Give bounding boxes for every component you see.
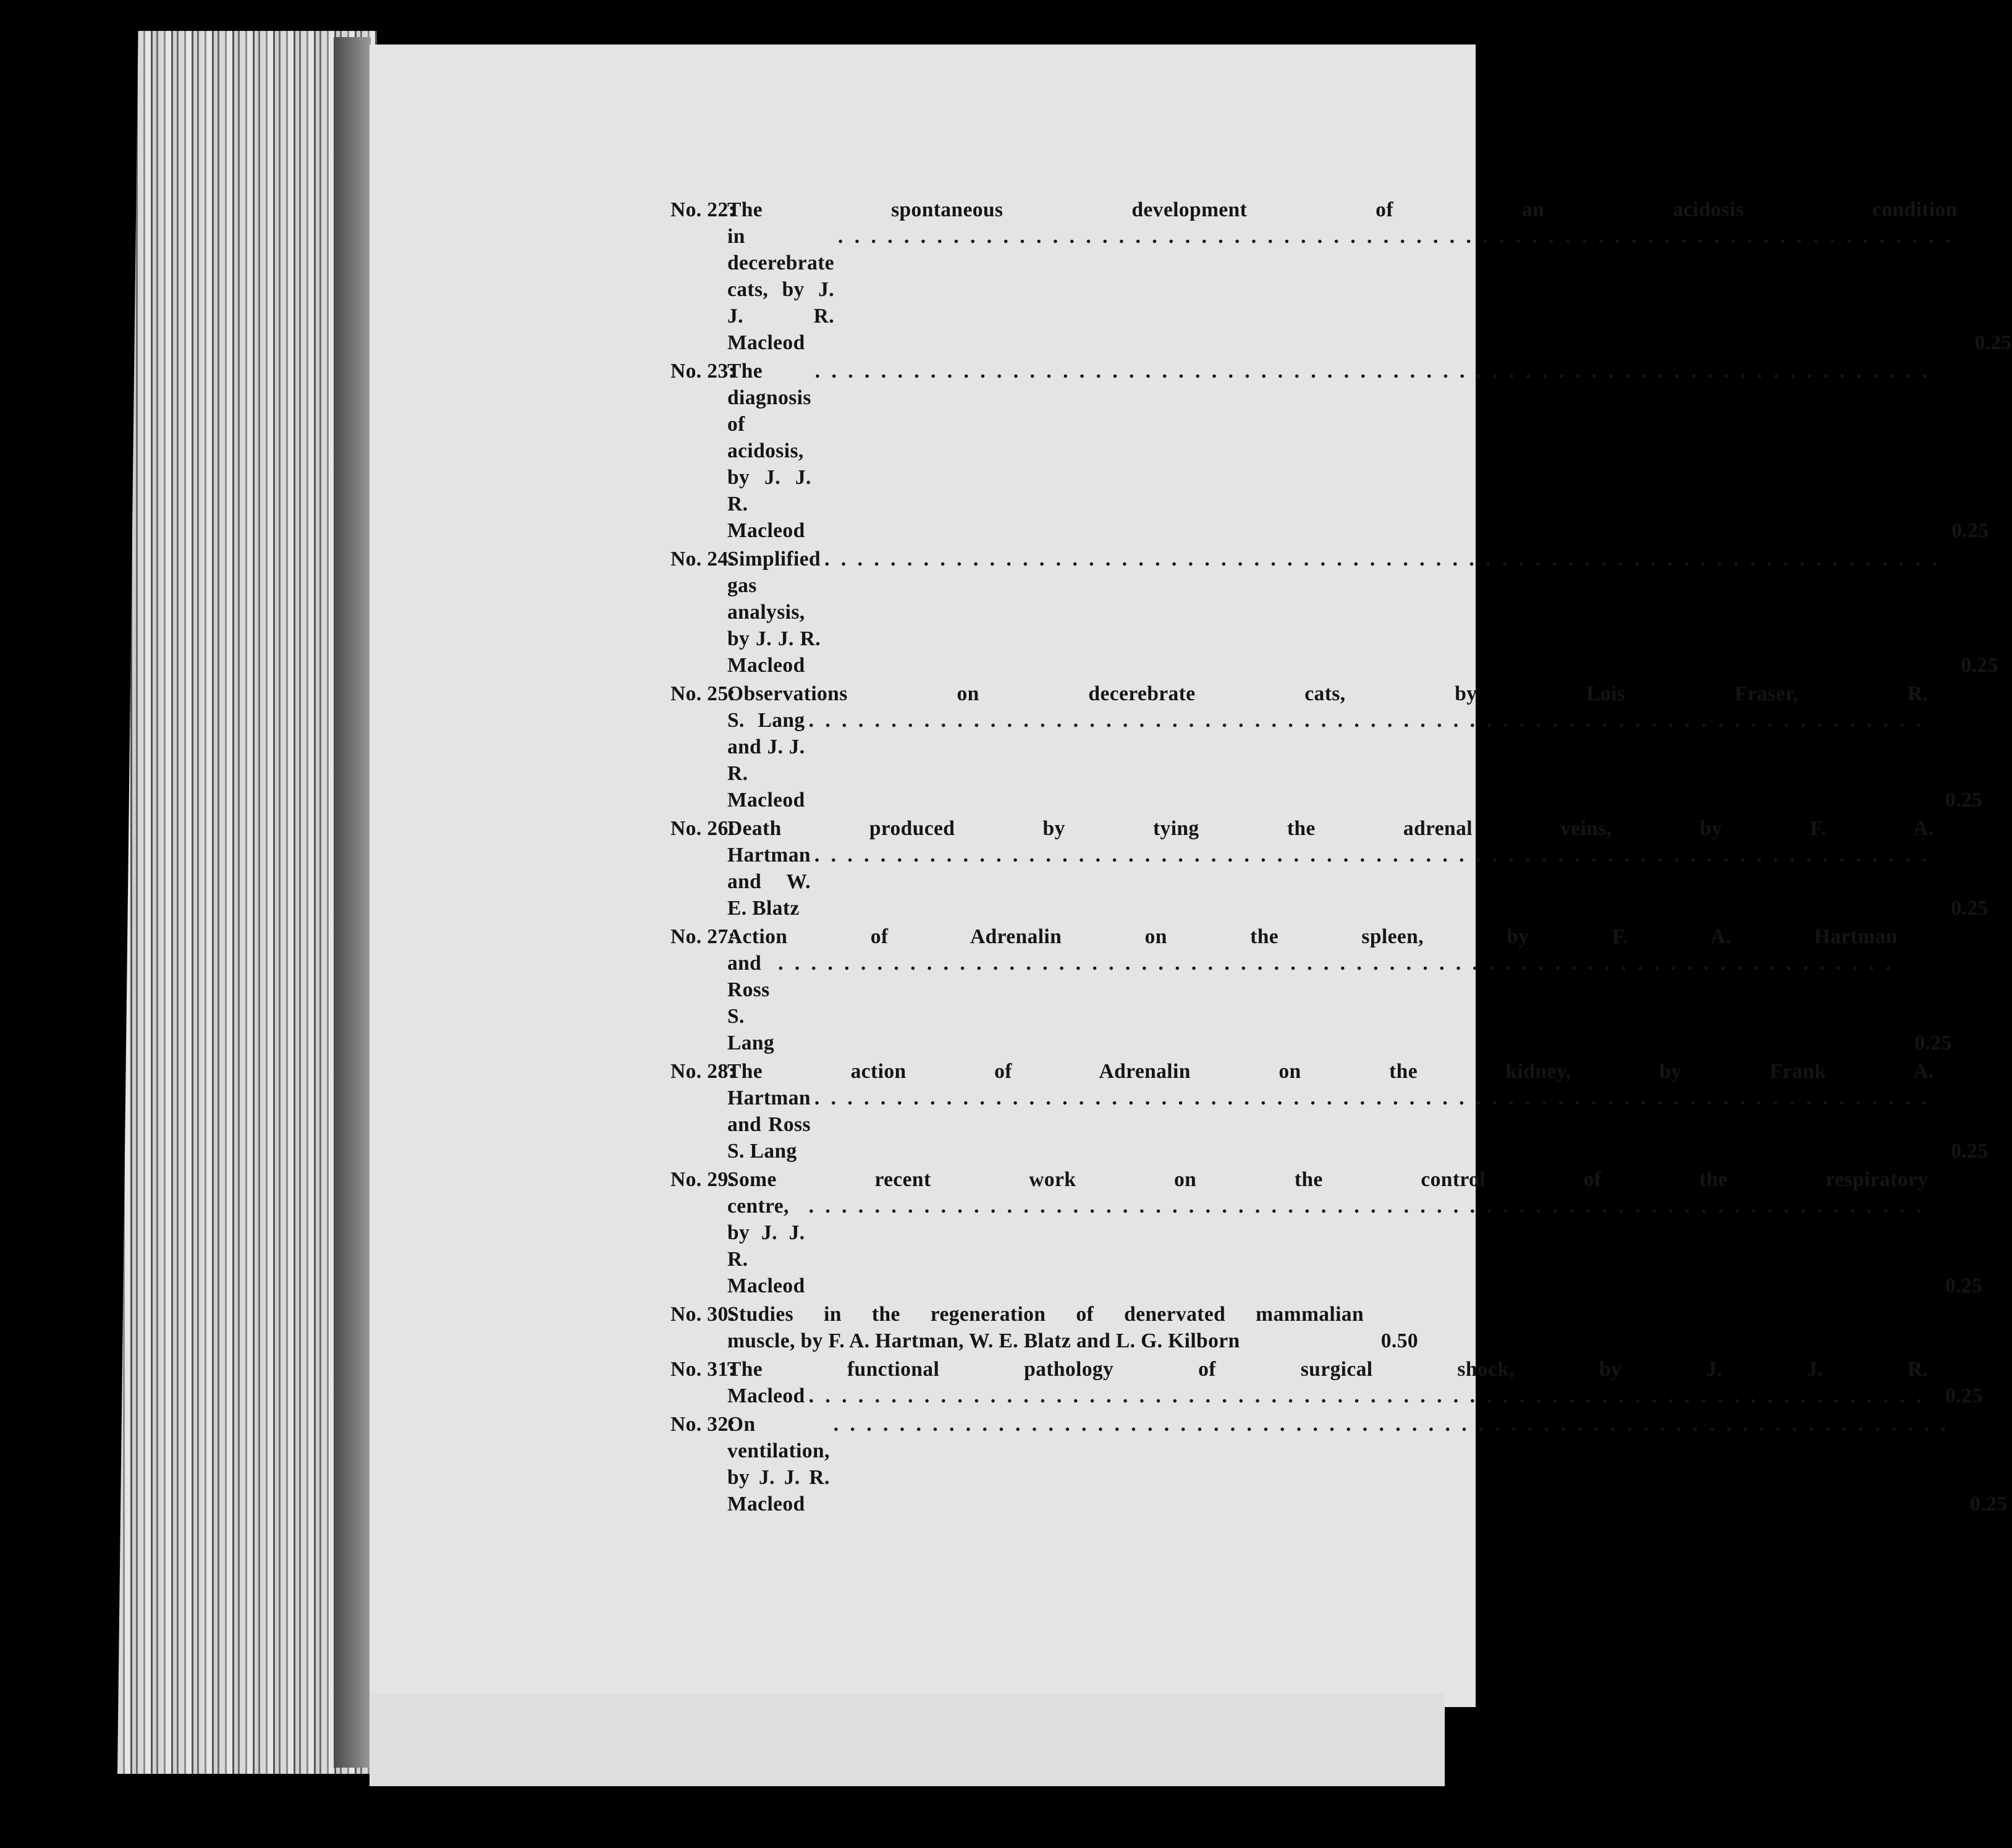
leader-dots — [809, 1193, 1925, 1219]
entry-authors: Simplified gas analysis, by J. J. R. Macleod — [727, 548, 821, 677]
entry-body — [727, 1166, 1928, 1299]
entry-body — [727, 923, 1898, 1056]
entry-authors: Hartman and W. E. Blatz — [727, 844, 811, 920]
entry-number: No. 32: — [670, 1413, 736, 1436]
publication-list — [670, 197, 2012, 1519]
entry-authors: muscle, by F. A. Hartman, W. E. Blatz and L. G. Kilborn — [727, 1329, 1240, 1352]
entry-number: No. 28: — [670, 1060, 736, 1083]
entry-number: No. 22: — [670, 198, 736, 221]
entry-body — [727, 1411, 1953, 1517]
entry-price: 0.25 — [1945, 1274, 1983, 1297]
entry-price: 0.25 — [1945, 789, 1983, 812]
entry-price: 0.25 — [1945, 1384, 1983, 1407]
entry-number: No. 25: — [670, 682, 736, 705]
entry-authors: Hartman and Ross S. Lang — [727, 1087, 811, 1163]
entry-title: The spontaneous development of an acidosis condition — [727, 198, 1958, 221]
page-bottom-edge — [370, 1693, 1445, 1786]
entry-price: 0.25 — [1951, 519, 1989, 542]
binding-shadow — [334, 37, 371, 1768]
entry-number: No. 30: — [670, 1303, 736, 1326]
entry-body — [727, 1058, 1934, 1164]
list-item — [670, 815, 1989, 922]
entry-title: Studies in the regeneration of denervated mammalian — [727, 1303, 1364, 1326]
entry-price: 0.25 — [1974, 331, 2012, 354]
entry-price: 0.25 — [1914, 1032, 1952, 1054]
list-item — [670, 546, 1998, 679]
entry-title: The action of Adrenalin on the kidney, by Frank A. — [727, 1060, 1934, 1083]
leader-dots — [834, 1411, 1950, 1438]
entry-authors: in decerebrate cats, by J. J. R. Macleod — [727, 225, 835, 354]
list-item — [670, 680, 1983, 813]
entry-price: 0.50 — [1380, 1329, 1418, 1352]
list-item — [670, 1356, 1983, 1409]
entry-price: 0.25 — [1970, 1493, 2008, 1515]
leader-dots — [824, 546, 1940, 572]
entry-number: No. 24: — [670, 548, 736, 570]
entry-authors: On ventilation, by J. J. R. Macleod — [727, 1413, 830, 1515]
entry-title: The functional pathology of surgical shock, by J. J. R. — [727, 1358, 1929, 1381]
entry-title: Death produced by tying the adrenal veins, by F. A. — [727, 817, 1934, 840]
list-item — [670, 923, 1952, 1056]
entry-body — [727, 1301, 1364, 1354]
entry-number: No. 29: — [670, 1168, 736, 1191]
entry-authors: and Ross S. Lang — [727, 952, 775, 1054]
entry-title: Action of Adrenalin on the spleen, by F. A. Hartman — [727, 925, 1898, 948]
leader-dots — [815, 358, 1931, 384]
entry-authors: centre, by J. J. R. Macleod — [727, 1195, 805, 1297]
leader-dots — [778, 950, 1894, 977]
entry-authors: S. Lang and J. J. R. Macleod — [727, 709, 805, 812]
leader-dots — [809, 1383, 1925, 1409]
entry-body — [727, 815, 1934, 922]
entry-body — [727, 680, 1928, 813]
entry-price: 0.25 — [1961, 654, 1998, 677]
list-item — [670, 1301, 1418, 1354]
leader-dots — [838, 223, 1954, 250]
entry-body — [727, 546, 1944, 679]
entry-title: Observations on decerebrate cats, by Lois Fraser, R. — [727, 682, 1929, 705]
entry-number: No. 27: — [670, 925, 736, 948]
leader-dots — [809, 707, 1925, 734]
entry-price: 0.25 — [1951, 897, 1989, 920]
entry-title: Some recent work on the control of the respiratory — [727, 1168, 1929, 1191]
leader-dots — [814, 1085, 1930, 1111]
entry-body — [727, 197, 1958, 356]
list-item — [670, 1166, 1983, 1299]
entry-body — [727, 358, 1934, 544]
list-item — [670, 1058, 1989, 1164]
entry-authors: Macleod — [727, 1384, 805, 1407]
entry-price: 0.25 — [1951, 1140, 1989, 1163]
entry-body — [727, 1356, 1928, 1409]
list-item — [670, 197, 2012, 356]
entry-number: No. 23: — [670, 360, 736, 383]
entry-number: No. 26: — [670, 817, 736, 840]
entry-authors: The diagnosis of acidosis, by J. J. R. Macleod — [727, 360, 811, 542]
entry-number: No. 31: — [670, 1358, 736, 1381]
leader-dots — [814, 842, 1930, 868]
list-item — [670, 1411, 2008, 1517]
list-item — [670, 358, 1989, 544]
